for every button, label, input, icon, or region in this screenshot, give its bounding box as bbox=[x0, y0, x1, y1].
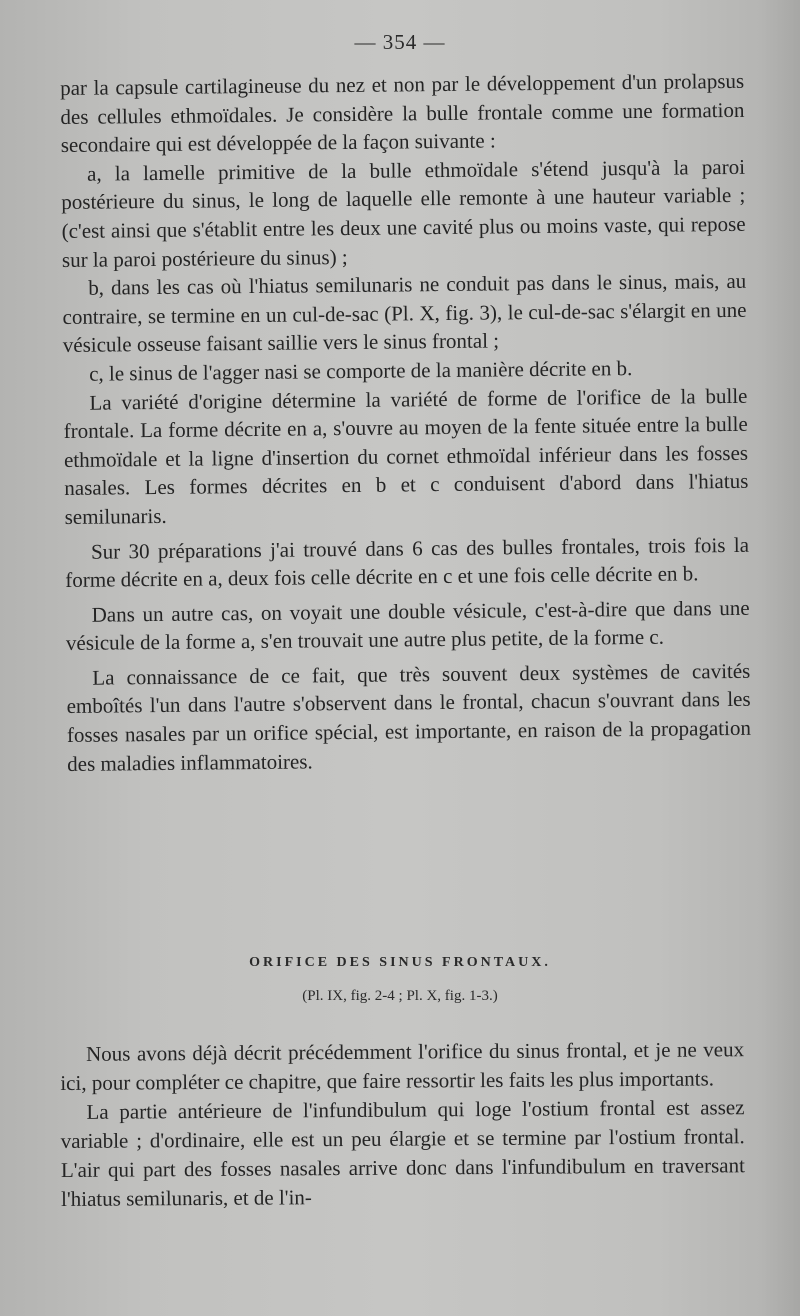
paragraph-orifice-intro: Nous avons déjà décrit précédemment l'orifice du sinus frontal, et je ne veux ici, pour compléter ce chapitre, que faire ressortir les faits les plus importants. bbox=[60, 1037, 745, 1095]
page-number: — 354 — bbox=[354, 30, 446, 54]
paragraph-variety: La variété d'origine détermine la variété de forme de l'orifice de la bulle frontale. La forme décrite en a, s'ouvre au moyen de la fente située entre la bulle ethmoïdale et la ligne d'insertion du cornet ethmoïdal inférieur dans les fosses nasales. Les formes décrites en b et c conduisent d'abord dans l'hiatus semilunaris. bbox=[63, 383, 749, 529]
paragraph-importance: La connaissance de ce fait, que très souvent deux systèmes de cavités emboîtés l'un dans l'autre s'observent dans le frontal, chacun s'ouvrant dans les fosses nasales par un orifice spécial, est importante, en raison de la propagation des maladies inflammatoires. bbox=[66, 658, 752, 776]
main-text bbox=[60, 67, 751, 778]
section-text bbox=[60, 1035, 745, 1214]
paragraph-double-vesicle: Dans un autre cas, on voyait une double vésicule, c'est-à-dire que dans une vésicule de la forme a, s'en trouvait une autre plus petite, de la forme c. bbox=[65, 595, 750, 656]
paragraph-intro: par la capsule cartilagineuse du nez et non par le développement d'un prolapsus des cellules ethmoïdales. Je considère la bulle frontale comme une formation secondaire qui est développée de la façon suivante : bbox=[60, 68, 745, 158]
section-subheading: (Pl. IX, fig. 2-4 ; Pl. X, fig. 1-3.) bbox=[302, 988, 498, 1004]
paragraph-case-c: c, le sinus de l'agger nasi se comporte de la manière décrite en b. bbox=[89, 355, 633, 386]
paragraph-case-b: b, dans les cas où l'hiatus semilunaris ne conduit pas dans le sinus, mais, au contraire, se termine en un cul-de-sac (Pl. X, fig. 3), le cul-de-sac s'élargit en une vésicule osseuse faisant saillie vers le sinus frontal ; bbox=[62, 268, 747, 358]
paragraph-preparations: Sur 30 préparations j'ai trouvé dans 6 cas des bulles frontales, trois fois la forme décrite en a, deux fois celle décrite en c et une fois celle décrite en b. bbox=[65, 532, 750, 593]
paragraph-infundibulum: La partie antérieure de l'infundibulum qui loge l'ostium frontal est assez variable ; d'ordinaire, elle est un peu élargie et se termine par l'ostium frontal. L'air qui part des fosses nasales arrive donc dans l'infundibulum en traversant l'hiatus semilunaris, et de l'in- bbox=[60, 1095, 745, 1211]
section-heading: ORIFICE DES SINUS FRONTAUX. bbox=[249, 955, 551, 970]
page-edge-shadow bbox=[760, 0, 800, 1316]
paragraph-case-a: a, la lamelle primitive de la bulle ethmoïdale s'étend jusqu'à la paroi postérieure du sinus, le long de laquelle elle remonte à une hauteur variable ; (c'est ainsi que s'établit entre les deux une cavité plus ou moins vaste, qui repose sur la paroi postérieure du sinus) ; bbox=[61, 154, 746, 272]
